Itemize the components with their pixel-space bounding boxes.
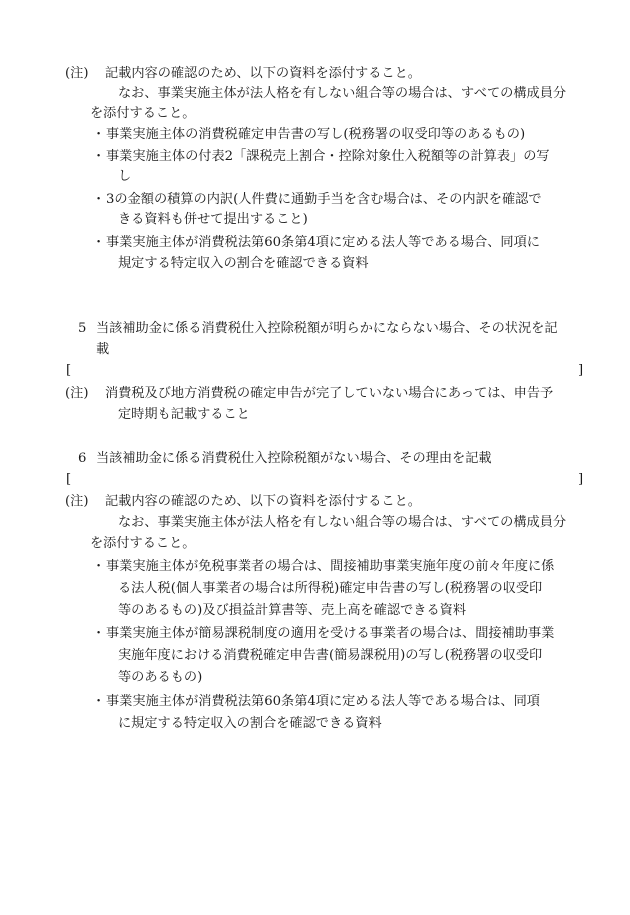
note-label: (注) xyxy=(65,66,89,81)
bracket-open: [ xyxy=(66,472,72,487)
list-item-line: に規定する特定収入の割合を確認できる資料 xyxy=(118,716,382,731)
note-label: (注) xyxy=(65,494,89,509)
item-title-line: 当該補助金に係る消費税仕入控除税額が明らかにならない場合、その状況を記 xyxy=(96,321,558,336)
item-number: 5 xyxy=(78,321,87,336)
item-title-line: 載 xyxy=(96,342,110,357)
item-number: 6 xyxy=(78,451,87,466)
bullet-marker: ・ xyxy=(92,626,106,641)
list-item-line: 事業実施主体が簡易課税制度の適用を受ける事業者の場合は、間接補助事業 xyxy=(106,626,555,641)
list-item-line: 規定する特定収入の割合を確認できる資料 xyxy=(118,256,369,271)
list-item-line: 実施年度における消費税確定申告書(簡易課税用)の写し(税務署の収受印 xyxy=(118,648,543,663)
note-text-line: なお、事業実施主体が法人格を有しない組合等の場合は、すべての構成員分 xyxy=(118,515,567,530)
bullet-marker: ・ xyxy=(92,559,106,574)
list-item-line: 3の金額の積算の内訳(人件費に通勤手当を含む場合は、その内訳を確認で xyxy=(106,192,542,207)
note-text-line: 記載内容の確認のため、以下の資料を添付すること。 xyxy=(105,66,421,81)
note-label: (注) xyxy=(65,386,89,401)
list-item-line: きる資料も併せて提出すること) xyxy=(118,212,308,227)
list-item-line: る法人税(個人事業者の場合は所得税)確定申告書の写し(税務署の収受印 xyxy=(118,581,543,596)
note-text-line: 消費税及び地方消費税の確定申告が完了していない場合にあっては、申告予 xyxy=(105,386,554,401)
note-text-line: を添付すること。 xyxy=(90,106,196,121)
list-item-line: 事業実施主体が免税事業者の場合は、間接補助事業実施年度の前々年度に係 xyxy=(106,559,555,574)
list-item-line: 事業実施主体の消費税確定申告書の写し(税務署の収受印等のあるもの) xyxy=(106,127,526,142)
list-item-line: 等のあるもの) xyxy=(118,670,203,685)
bullet-marker: ・ xyxy=(92,192,106,207)
bracket-close: ] xyxy=(578,363,584,378)
note-text-line: を添付すること。 xyxy=(90,536,196,551)
list-item-line: 事業実施主体が消費税法第60条第4項に定める法人等である場合、同項に xyxy=(106,235,540,250)
item-title-line: 当該補助金に係る消費税仕入控除税額がない場合、その理由を記載 xyxy=(96,451,492,466)
list-item-line: 等のあるもの)及び損益計算書等、売上高を確認できる資料 xyxy=(118,603,467,618)
bullet-marker: ・ xyxy=(92,149,106,164)
bullet-marker: ・ xyxy=(92,694,106,709)
note-text-line: 記載内容の確認のため、以下の資料を添付すること。 xyxy=(105,494,421,509)
note-text-line: 定時期も記載すること xyxy=(118,407,250,422)
bullet-marker: ・ xyxy=(92,127,106,142)
bullet-marker: ・ xyxy=(92,235,106,250)
bracket-open: [ xyxy=(66,363,72,378)
list-item-line: 事業実施主体の付表2「課税売上割合・控除対象仕入税額等の計算表」の写 xyxy=(106,149,550,164)
note-text-line: なお、事業実施主体が法人格を有しない組合等の場合は、すべての構成員分 xyxy=(118,86,567,101)
bracket-close: ] xyxy=(578,472,584,487)
list-item-line: 事業実施主体が消費税法第60条第4項に定める法人等である場合は、同項 xyxy=(106,694,540,709)
list-item-line: し xyxy=(118,169,132,184)
